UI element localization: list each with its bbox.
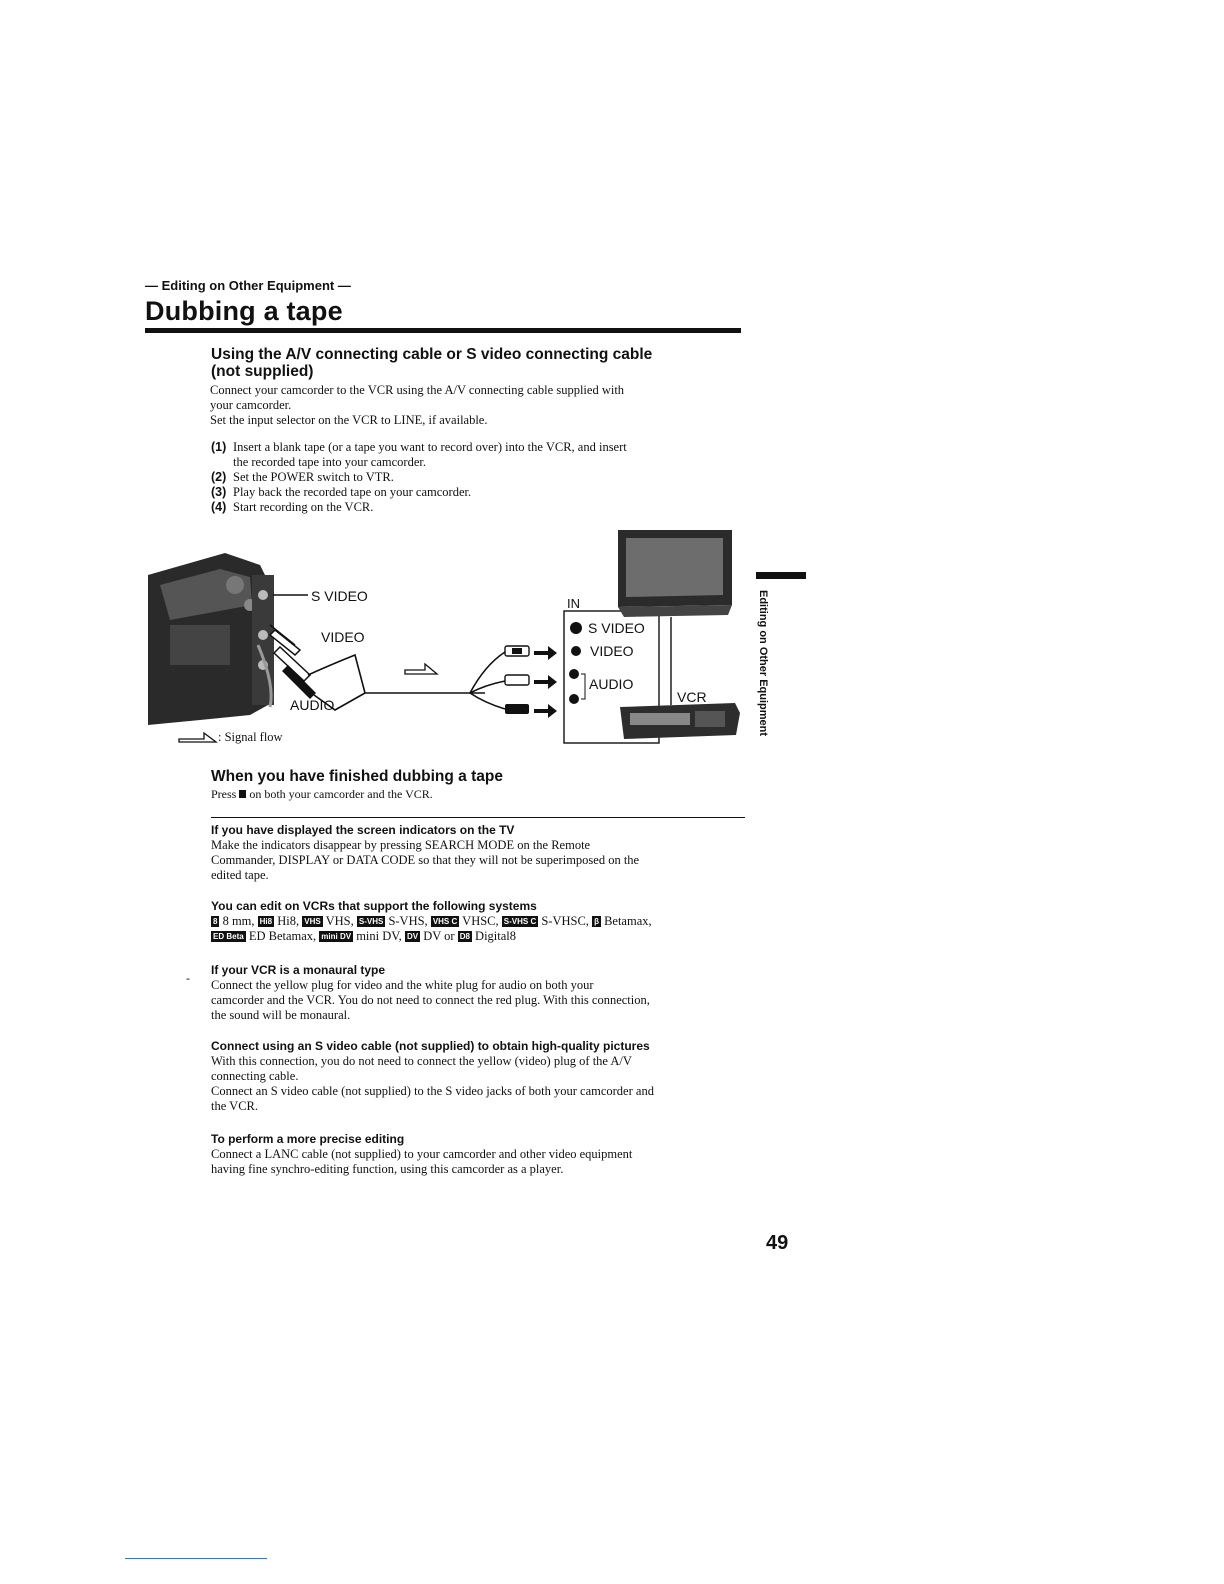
system-text: ED Betamax, [248, 929, 317, 943]
bullet-mark: - [186, 971, 190, 985]
audio-jack-icon [569, 669, 579, 679]
vcr-illustration [620, 703, 740, 739]
step-2 [211, 470, 751, 485]
tv-illustration [618, 530, 732, 617]
svhsc-format-icon: S-VHS C [503, 917, 537, 926]
step-number: (4) [211, 500, 227, 514]
step-3 [211, 485, 751, 500]
step-1 [211, 440, 751, 470]
system-text: S-VHSC, [541, 914, 589, 928]
note-line: edited tape. [211, 868, 269, 882]
step-text: Set the POWER switch to VTR. [233, 470, 394, 484]
audio-jack-icon [569, 694, 579, 704]
system-text: Hi8, [277, 914, 300, 928]
system-text: mini DV, [356, 929, 402, 943]
video-jack-icon [571, 646, 581, 656]
vcr-in-label: IN [567, 596, 580, 611]
step-4 [211, 500, 751, 515]
step-number: (2) [211, 470, 227, 484]
note-line: the sound will be monaural. [211, 1008, 351, 1022]
page-title: Dubbing a tape [145, 296, 343, 326]
note-line: Commander, DISPLAY or DATA CODE so that they will not be superimposed on the [211, 853, 640, 867]
vcr-audio-label: AUDIO [589, 676, 634, 692]
monaural-heading: If your VCR is a monaural type [211, 963, 386, 977]
mini-dv-format-icon: mini DV [321, 932, 352, 941]
page-number: 49 [766, 1232, 789, 1254]
monaural-text [211, 978, 756, 1023]
intro-text [210, 383, 770, 428]
vhsc-format-icon: VHS C [432, 917, 458, 926]
note-line: the VCR. [211, 1099, 258, 1113]
note-line: With this connection, you do not need to connect the yellow (video) plug of the A/V [211, 1054, 632, 1068]
note-line: connecting cable. [211, 1069, 299, 1083]
note-line: having fine synchro-editing function, using this camcorder as a player. [211, 1162, 564, 1176]
vcr-video-label: VIDEO [590, 643, 634, 659]
betamax-format-icon: β [594, 917, 599, 926]
screen-indicators-heading: If you have displayed the screen indicators on the TV [211, 823, 515, 837]
intro-line2: your camcorder. [210, 398, 292, 412]
step-number: (3) [211, 485, 227, 499]
cable [308, 655, 365, 693]
vcr-plugs [505, 646, 529, 714]
system-text: DV or [423, 929, 455, 943]
finished-rest: on both your camcorder and the VCR. [249, 787, 433, 801]
intro-heading-line1: Using the A/V connecting cable or S video connecting cable [211, 346, 653, 363]
s-video-jack-icon [570, 622, 582, 634]
step-text: Insert a blank tape (or a tape you want to record over) into the VCR, and insert [233, 440, 627, 454]
system-text: Betamax, [604, 914, 652, 928]
camcorder-illustration [148, 553, 274, 725]
camcorder-plugs [270, 630, 316, 699]
side-tab-bar [756, 572, 806, 579]
camcorder-s-video-label: S VIDEO [311, 588, 368, 604]
system-text: VHS, [325, 914, 354, 928]
intro-line3: Set the input selector on the VCR to LINE, if available. [210, 413, 488, 427]
digital8-format-icon: D8 [459, 932, 470, 941]
systems-line1 [211, 914, 751, 929]
screen-indicators-text [211, 838, 751, 883]
note-line: Connect the yellow plug for video and the white plug for audio on both your [211, 978, 594, 992]
camcorder-video-label: VIDEO [321, 629, 365, 645]
s-video-text [211, 1054, 756, 1114]
systems-line2 [211, 929, 751, 944]
note-line: camcorder and the VCR. You do not need to connect the red plug. With this connection, [211, 993, 650, 1007]
intro-heading [211, 346, 771, 380]
ed-betamax-format-icon: ED Beta [213, 932, 244, 941]
cable [470, 652, 505, 693]
bottom-rule [125, 1558, 267, 1559]
flow-arrows [534, 646, 557, 718]
hi8-format-icon: Hi8 [259, 917, 273, 926]
note-line: Make the indicators disappear by pressing SEARCH MODE on the Remote [211, 838, 591, 852]
section-label: — Editing on Other Equipment — [145, 278, 351, 293]
note-line: Connect an S video cable (not supplied) to the S video jacks of both your camcorder and [211, 1084, 654, 1098]
finished-heading: When you have finished dubbing a tape [211, 768, 503, 785]
precise-editing-heading: To perform a more precise editing [211, 1132, 405, 1146]
camcorder-audio-label: AUDIO [290, 697, 335, 713]
step-text: Play back the recorded tape on your camcorder. [233, 485, 472, 499]
precise-editing-text [211, 1147, 756, 1177]
intro-line1: Connect your camcorder to the VCR using the A/V connecting cable supplied with [210, 383, 625, 397]
step-text: Start recording on the VCR. [233, 500, 374, 514]
vcr-s-video-label: S VIDEO [588, 620, 645, 636]
systems-heading: You can edit on VCRs that support the following systems [211, 899, 537, 913]
step-text: the recorded tape into your camcorder. [233, 455, 426, 469]
signal-flow-arrow-icon [405, 664, 437, 674]
systems-list [211, 914, 751, 944]
svhs-format-icon: S-VHS [358, 917, 384, 926]
vhs-format-icon: VHS [304, 917, 321, 926]
s-video-heading: Connect using an S video cable (not supplied) to obtain high-quality pictures [211, 1039, 650, 1053]
system-text: Digital8 [475, 929, 517, 943]
step-number: (1) [211, 440, 227, 454]
side-tab-text: Editing on Other Equipment [757, 590, 769, 737]
finished-text [211, 787, 433, 802]
vcr-label: VCR [677, 689, 707, 705]
section-divider [211, 817, 745, 818]
title-rule [145, 328, 741, 333]
intro-heading-line2: (not supplied) [211, 363, 314, 380]
8mm-format-icon: 8 [213, 917, 218, 926]
system-text: S-VHS, [388, 914, 428, 928]
stop-icon [239, 790, 246, 798]
system-text: 8 mm, [222, 914, 255, 928]
cable [470, 693, 505, 709]
signal-flow-legend: : Signal flow [218, 730, 283, 744]
steps-list [211, 440, 751, 515]
system-text: VHSC, [462, 914, 499, 928]
connection-diagram [140, 525, 760, 765]
dv-format-icon: DV [406, 932, 419, 941]
note-line: Connect a LANC cable (not supplied) to your camcorder and other video equipment [211, 1147, 633, 1161]
press-word: Press [211, 787, 237, 801]
signal-flow-legend-icon [178, 731, 218, 745]
